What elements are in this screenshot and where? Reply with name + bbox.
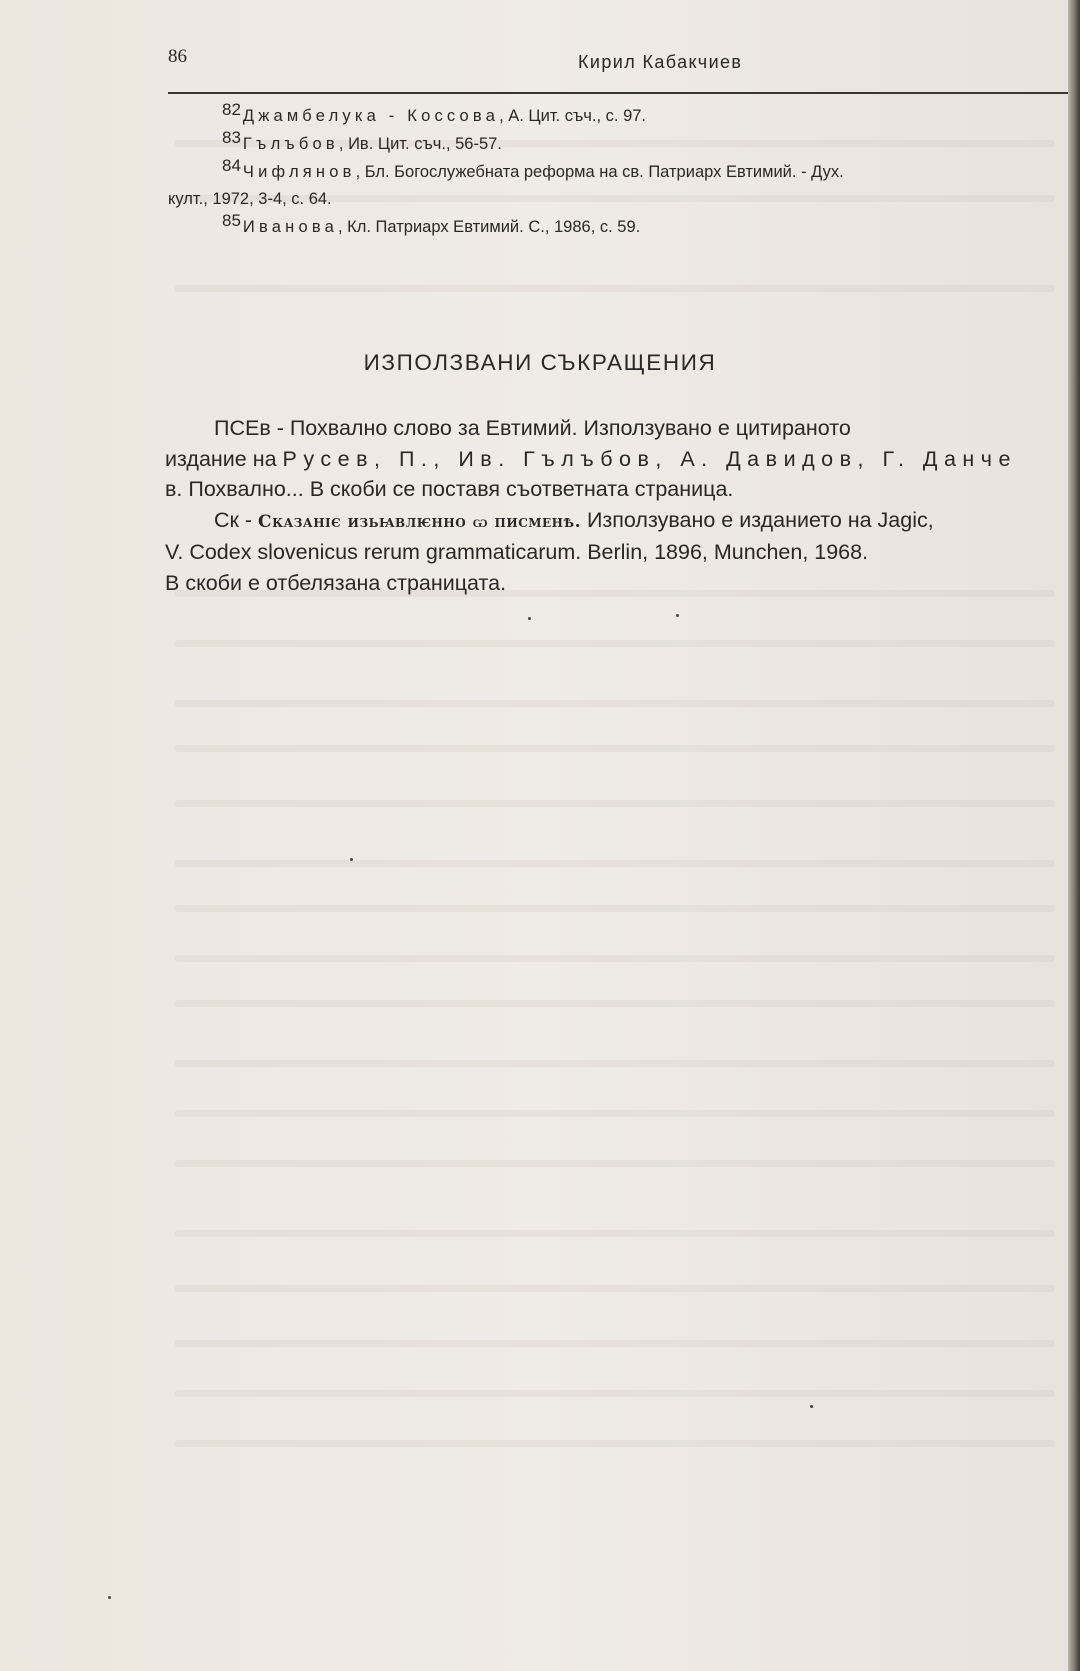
footnote-number: 83 bbox=[222, 128, 241, 147]
footnote-text: , Бл. Богослужебната реформа на св. Патриарх Евтимий. - Дух. bbox=[355, 163, 844, 181]
footnote-author: Иванова bbox=[242, 218, 338, 236]
section-heading: ИЗПОЛЗВАНИ СЪКРАЩЕНИЯ bbox=[363, 350, 717, 375]
footnote-84 bbox=[168, 158, 1068, 186]
abbr-psev-authors: Русев, П., Ив. Гълъбов, А. Давидов, Г. Данче bbox=[282, 446, 1017, 471]
footnote-83 bbox=[168, 130, 1068, 158]
bleed-through-line bbox=[175, 745, 1055, 752]
bleed-through-line bbox=[175, 1440, 1055, 1447]
footnote-author: Гълъбов bbox=[242, 135, 339, 153]
paper-speck bbox=[528, 617, 531, 620]
bleed-through-line bbox=[175, 800, 1055, 807]
bleed-through-line bbox=[175, 1390, 1055, 1397]
footnote-author: Джамбелука - Коссова bbox=[242, 107, 500, 125]
abbr-sk-church-slavonic-title: Сказаніє изьꙗвлѥнно ѡ писменѣ. bbox=[258, 511, 581, 532]
page-number: 86 bbox=[168, 46, 187, 67]
paper-speck bbox=[108, 1596, 111, 1599]
footnote-text: , Ив. Цит. съч., 56-57. bbox=[338, 135, 502, 153]
bleed-through-line bbox=[175, 1230, 1055, 1237]
footnote-author: Чифлянов bbox=[242, 163, 356, 181]
bleed-through-line bbox=[175, 905, 1055, 912]
bleed-through-line bbox=[175, 1340, 1055, 1347]
abbreviations-list bbox=[165, 413, 1065, 598]
abbr-psev-line-1: ПСЕв - Похвално слово за Евтимий. Използувано е цитираното bbox=[214, 416, 851, 440]
bleed-through-line bbox=[175, 1110, 1055, 1117]
paper-speck bbox=[676, 614, 679, 617]
running-head-author: Кирил Кабакчиев bbox=[578, 52, 743, 72]
footnote-number: 84 bbox=[222, 156, 241, 175]
abbr-sk-line-1 bbox=[165, 505, 1065, 538]
footnote-82 bbox=[168, 102, 1068, 130]
abbr-sk-line-1-rest: Използувано е изданието на Jagic, bbox=[581, 507, 934, 532]
header-rule bbox=[168, 92, 1070, 94]
paper-speck bbox=[810, 1405, 813, 1408]
bleed-through-line bbox=[175, 1000, 1055, 1007]
bleed-through-line bbox=[175, 860, 1055, 867]
bleed-through-line bbox=[175, 285, 1055, 292]
bleed-through-line bbox=[175, 1285, 1055, 1292]
abbr-sk-line-2: V. Codex slovenicus rerum grammaticarum. Berlin, 1896, Munchen, 1968. bbox=[165, 540, 869, 564]
bleed-through-line bbox=[175, 640, 1055, 647]
bleed-through-line bbox=[175, 700, 1055, 707]
footnote-84-continuation: култ., 1972, 3-4, с. 64. bbox=[168, 190, 332, 208]
bleed-through-line bbox=[175, 955, 1055, 962]
footnote-text: , А. Цит. съч., с. 97. bbox=[499, 107, 647, 125]
footnote-85 bbox=[168, 213, 1068, 241]
abbr-sk-prefix: Ск - bbox=[214, 507, 259, 532]
footnotes-block bbox=[168, 102, 1068, 241]
footnote-number: 82 bbox=[222, 100, 241, 119]
bleed-through-line bbox=[175, 1160, 1055, 1167]
page-header bbox=[168, 40, 1070, 98]
bleed-through-line bbox=[175, 1060, 1055, 1067]
abbr-psev-line-3: в. Похвално... В скоби се поставя съответната страница. bbox=[165, 477, 734, 501]
abbr-psev-line-2 bbox=[165, 444, 1065, 475]
abbr-psev-edition-label: издание на bbox=[165, 446, 283, 471]
abbr-sk-line-3: В скоби е отбелязана страницата. bbox=[165, 570, 507, 595]
book-spine-shadow bbox=[1068, 0, 1080, 1671]
footnote-text: , Кл. Патриарх Евтимий. С., 1986, с. 59. bbox=[337, 218, 641, 236]
paper-speck bbox=[350, 858, 353, 861]
footnote-number: 85 bbox=[222, 211, 241, 230]
